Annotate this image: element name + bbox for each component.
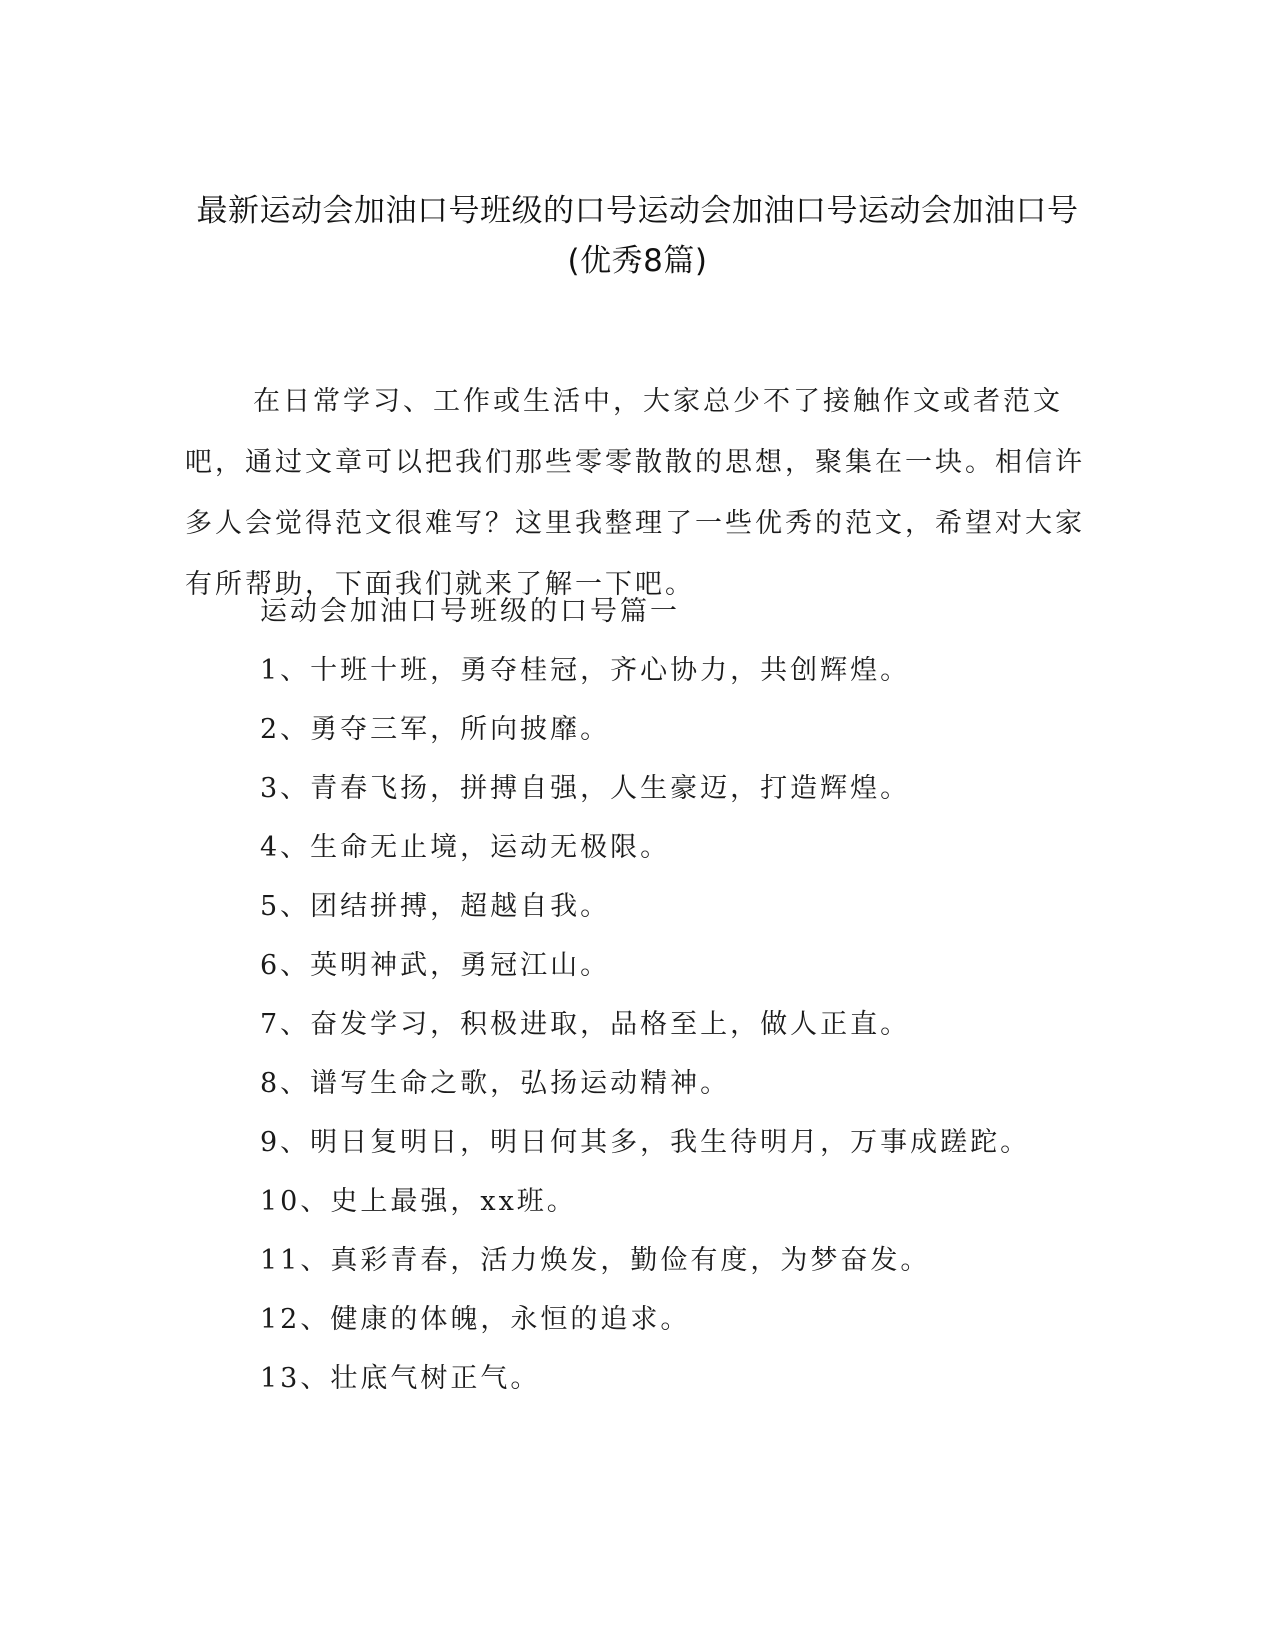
slogan-item: 9、明日复明日，明日何其多，我生待明月，万事成蹉跎。: [260, 1127, 1031, 1158]
slogan-item: 8、谱写生命之歌，弘扬运动精神。: [260, 1068, 731, 1099]
slogan-item: 10、史上最强，xx班。: [260, 1186, 577, 1217]
section-heading: 运动会加油口号班级的口号篇一: [260, 596, 680, 627]
slogan-item: 12、健康的体魄，永恒的追求。: [260, 1304, 691, 1335]
slogan-item: 7、奋发学习，积极进取，品格至上，做人正直。: [260, 1009, 911, 1040]
slogan-item: 5、团结拼搏，超越自我。: [260, 891, 611, 922]
intro-text: 在日常学习、工作或生活中，大家总少不了接触作文或者范文吧，通过文章可以把我们那些零零散散的思想，聚集在一块。相信许多人会觉得范文很难写？这里我整理了一些优秀的范文，希望对大家有所帮助，下面我们就来了解一下吧。: [185, 386, 1085, 600]
slogan-item: 13、壮底气树正气。: [260, 1363, 541, 1394]
intro-paragraph: [185, 371, 1085, 615]
slogan-item: 3、青春飞扬，拼搏自强，人生豪迈，打造辉煌。: [260, 773, 911, 804]
slogan-item: 11、真彩青春，活力焕发，勤俭有度，为梦奋发。: [260, 1245, 931, 1276]
slogan-item: 2、勇夺三军，所向披靡。: [260, 714, 611, 745]
slogan-item: 1、十班十班，勇夺桂冠，齐心协力，共创辉煌。: [260, 655, 911, 686]
document-title: 最新运动会加油口号班级的口号运动会加油口号运动会加油口号(优秀8篇): [196, 193, 1079, 279]
slogan-item: 4、生命无止境，运动无极限。: [260, 832, 671, 863]
slogan-item: 6、英明神武，勇冠江山。: [260, 950, 611, 981]
